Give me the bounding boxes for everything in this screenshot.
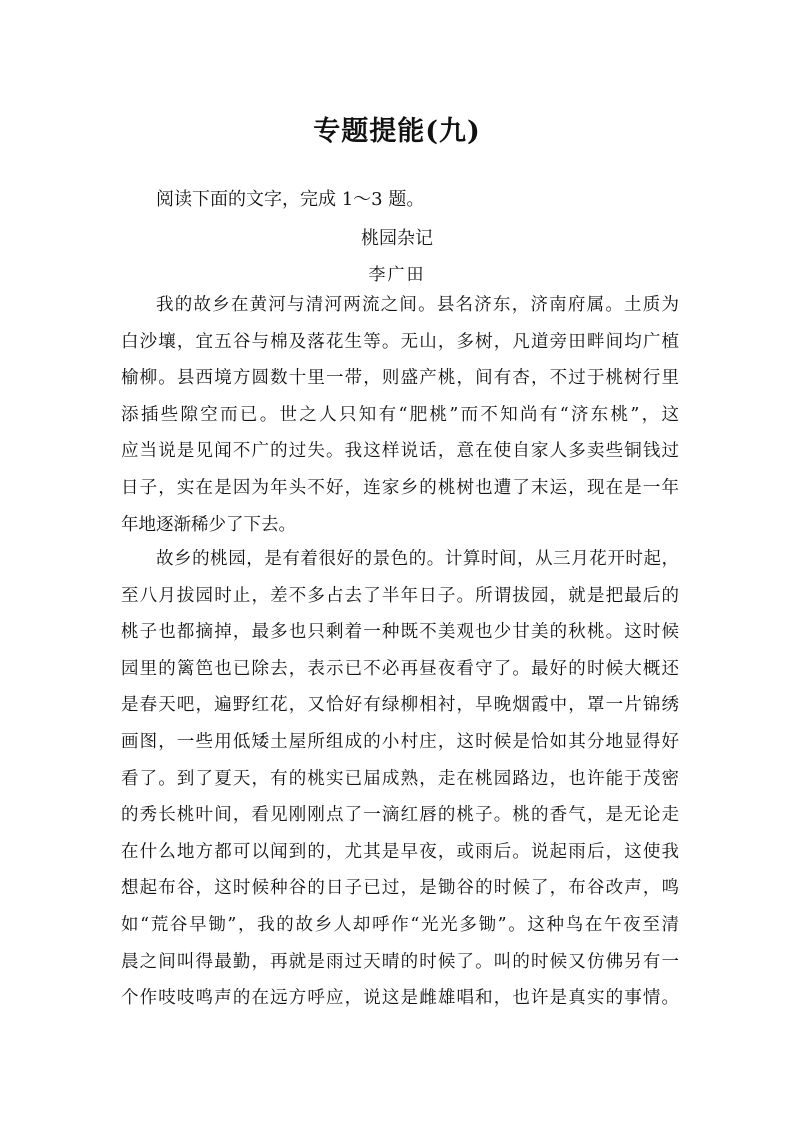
paragraph-1 <box>121 287 679 543</box>
article-title: 桃园杂记 <box>361 228 433 249</box>
paragraph-line: 如“荒谷早锄”，我的故乡人却呼作“光光多锄”。这种鸟在午夜至清 <box>121 914 679 935</box>
paragraph-line: 是春天吧，遍野红花，又恰好有绿柳相衬，早晚烟霞中，罩一片锦绣 <box>121 695 679 716</box>
paragraph-line: 在什么地方都可以闻到的，尤其是早夜，或雨后。说起雨后，这使我 <box>121 841 679 862</box>
paragraph-line: 画图，一些用低矮土屋所组成的小村庄，这时候是恰如其分地显得好 <box>121 731 679 752</box>
paragraph-line: 日子，实在是因为年头不好，连家乡的桃树也遭了末运，现在是一年 <box>121 477 679 498</box>
paragraph-line: 至八月拔园时止，差不多占去了半年日子。所谓拔园，就是把最后的 <box>121 585 679 606</box>
paragraph-line: 故乡的桃园，是有着很好的景色的。计算时间，从三月花开时起， <box>156 549 679 569</box>
paragraph-line: 桃子也都摘掉，最多也只剩着一种既不美观也少甘美的秋桃。这时候 <box>121 622 679 643</box>
paragraph-line: 应当说是见闻不广的过失。我这样说话，意在使自家人多卖些铜钱过 <box>121 441 679 462</box>
paragraph-line: 榆柳。县西境方圆数十里一带，则盛产桃，间有杏，不过于桃树行里 <box>121 368 679 389</box>
paragraph-line: 看了。到了夏天，有的桃实已届成熟，走在桃园路边，也许能于茂密 <box>121 768 679 789</box>
paragraph-line: 园里的篱笆也已除去，表示已不必再昼夜看守了。最好的时候大概还 <box>121 658 679 679</box>
page-title: 专题提能(九) <box>313 116 481 147</box>
paragraph-line: 添插些隙空而已。世之人只知有“肥桃”而不知尚有“济东桃”，这 <box>121 404 679 425</box>
paragraph-line: 个作吱吱鸣声的在远方呼应，说这是雌雄唱和，也许是真实的事情。 <box>121 988 679 1009</box>
paragraph-line: 晨之间叫得最勤，再就是雨过天晴的时候了。叫的时候又仿佛另有一 <box>121 951 679 972</box>
paragraph-line: 的秀长桃叶间，看见刚刚点了一滴红唇的桃子。桃的香气，是无论走 <box>121 805 679 826</box>
article-author: 李广田 <box>368 265 426 285</box>
question-instruction: 阅读下面的文字，完成 1～3 题。 <box>156 189 425 210</box>
paragraph-line: 我的故乡在黄河与清河两流之间。县名济东，济南府属。土质为 <box>156 295 679 315</box>
paragraph-2 <box>121 541 679 1017</box>
paragraph-line: 年地逐渐稀少了下去。 <box>121 514 296 535</box>
paragraph-line: 想起布谷，这时候种谷的日子已过，是锄谷的时候了，布谷改声，鸣 <box>121 878 679 899</box>
paragraph-line: 白沙壤，宜五谷与棉及落花生等。无山，多树，凡道旁田畔间均广植 <box>121 331 679 352</box>
